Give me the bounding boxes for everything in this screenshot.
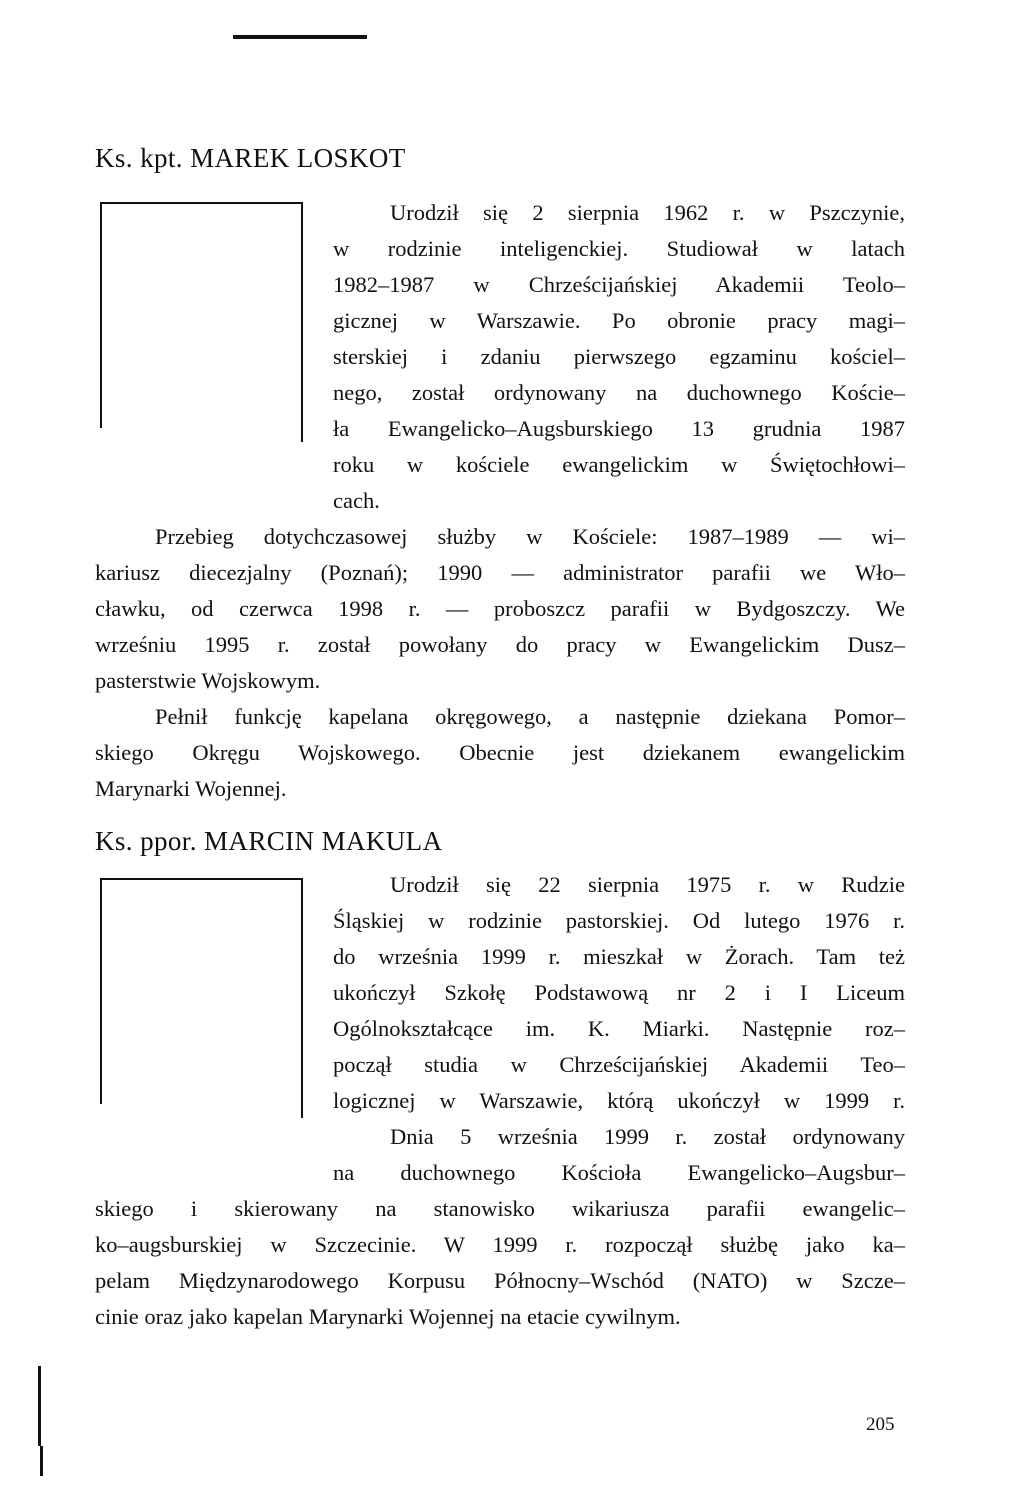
bio2-line: ko–augsburskiej w Szczecinie. W 1999 r. rozpoczął służbę jako ka–: [95, 1232, 905, 1257]
bio2-photo-frame: [100, 878, 303, 1118]
bio1-line: pasterstwie Wojskowym.: [95, 668, 321, 693]
bio2-line: Ogólnokształcące im. K. Miarki. Następnie roz–: [333, 1016, 905, 1041]
bio2-line: logicznej w Warszawie, którą ukończył w 1999 r.: [333, 1088, 905, 1113]
bio1-line: nego, został ordynowany na duchownego Koście–: [333, 380, 905, 405]
bio2-line: Śląskiej w rodzinie pastorskiej. Od lutego 1976 r.: [333, 908, 905, 933]
bio2-line: ukończył Szkołę Podstawową nr 2 i I Liceum: [333, 980, 905, 1005]
page-edge-line: [38, 1366, 41, 1446]
bio1-line: cławku, od czerwca 1998 r. — proboszcz parafii w Bydgoszczy. We: [95, 596, 905, 621]
bio1-line: kariusz diecezjalny (Poznań); 1990 — administrator parafii we Wło–: [95, 560, 905, 585]
bio2-line: pelam Międzynarodowego Korpusu Północny–Wschód (NATO) w Szcze–: [95, 1268, 905, 1293]
bio1-line: sterskiej i zdaniu pierwszego egzaminu kościel–: [333, 344, 905, 369]
bio2-line: począł studia w Chrześcijańskiej Akademii Teo–: [333, 1052, 905, 1077]
bio1-line: Przebieg dotychczasowej służby w Kościele: 1987–1989 — wi–: [155, 524, 905, 549]
top-rule: [233, 35, 367, 39]
bio2-line: cinie oraz jako kapelan Marynarki Wojennej na etacie cywilnym.: [95, 1304, 681, 1329]
bio2-line: Urodził się 22 sierpnia 1975 r. w Rudzie: [390, 872, 905, 897]
bio1-line: ła Ewangelicko–Augsburskiego 13 grudnia 1987: [333, 416, 905, 441]
page-number: 205: [866, 1414, 895, 1435]
bio1-line: cach.: [333, 488, 380, 513]
bio2-line: na duchownego Kościoła Ewangelicko–Augsbur–: [333, 1160, 905, 1185]
bio1-line: roku w kościele ewangelickim w Świętochłowi–: [333, 452, 905, 477]
bio2-line: do września 1999 r. mieszkał w Żorach. Tam też: [333, 944, 905, 969]
bio1-line: wrześniu 1995 r. został powołany do pracy w Ewangelickim Dusz–: [95, 632, 905, 657]
page-edge-line: [40, 1446, 43, 1476]
bio2-line: skiego i skierowany na stanowisko wikariusza parafii ewangelic–: [95, 1196, 905, 1221]
bio2-line: Dnia 5 września 1999 r. został ordynowany: [390, 1124, 905, 1149]
bio1-line: Pełnił funkcję kapelana okręgowego, a następnie dziekana Pomor–: [155, 704, 905, 729]
bio1-photo-frame: [100, 202, 303, 442]
bio1-line: w rodzinie inteligenckiej. Studiował w latach: [333, 236, 905, 261]
bio1-line: Marynarki Wojennej.: [95, 776, 287, 801]
bio1-line: gicznej w Warszawie. Po obronie pracy magi–: [333, 308, 905, 333]
bio1-line: 1982–1987 w Chrześcijańskiej Akademii Teolo–: [333, 272, 905, 297]
bio1-line: Urodził się 2 sierpnia 1962 r. w Pszczynie,: [390, 200, 905, 225]
bio2-heading: Ks. ppor. MARCIN MAKULA: [95, 826, 443, 856]
bio1-heading: Ks. kpt. MAREK LOSKOT: [95, 143, 406, 173]
bio1-line: skiego Okręgu Wojskowego. Obecnie jest dziekanem ewangelickim: [95, 740, 905, 765]
